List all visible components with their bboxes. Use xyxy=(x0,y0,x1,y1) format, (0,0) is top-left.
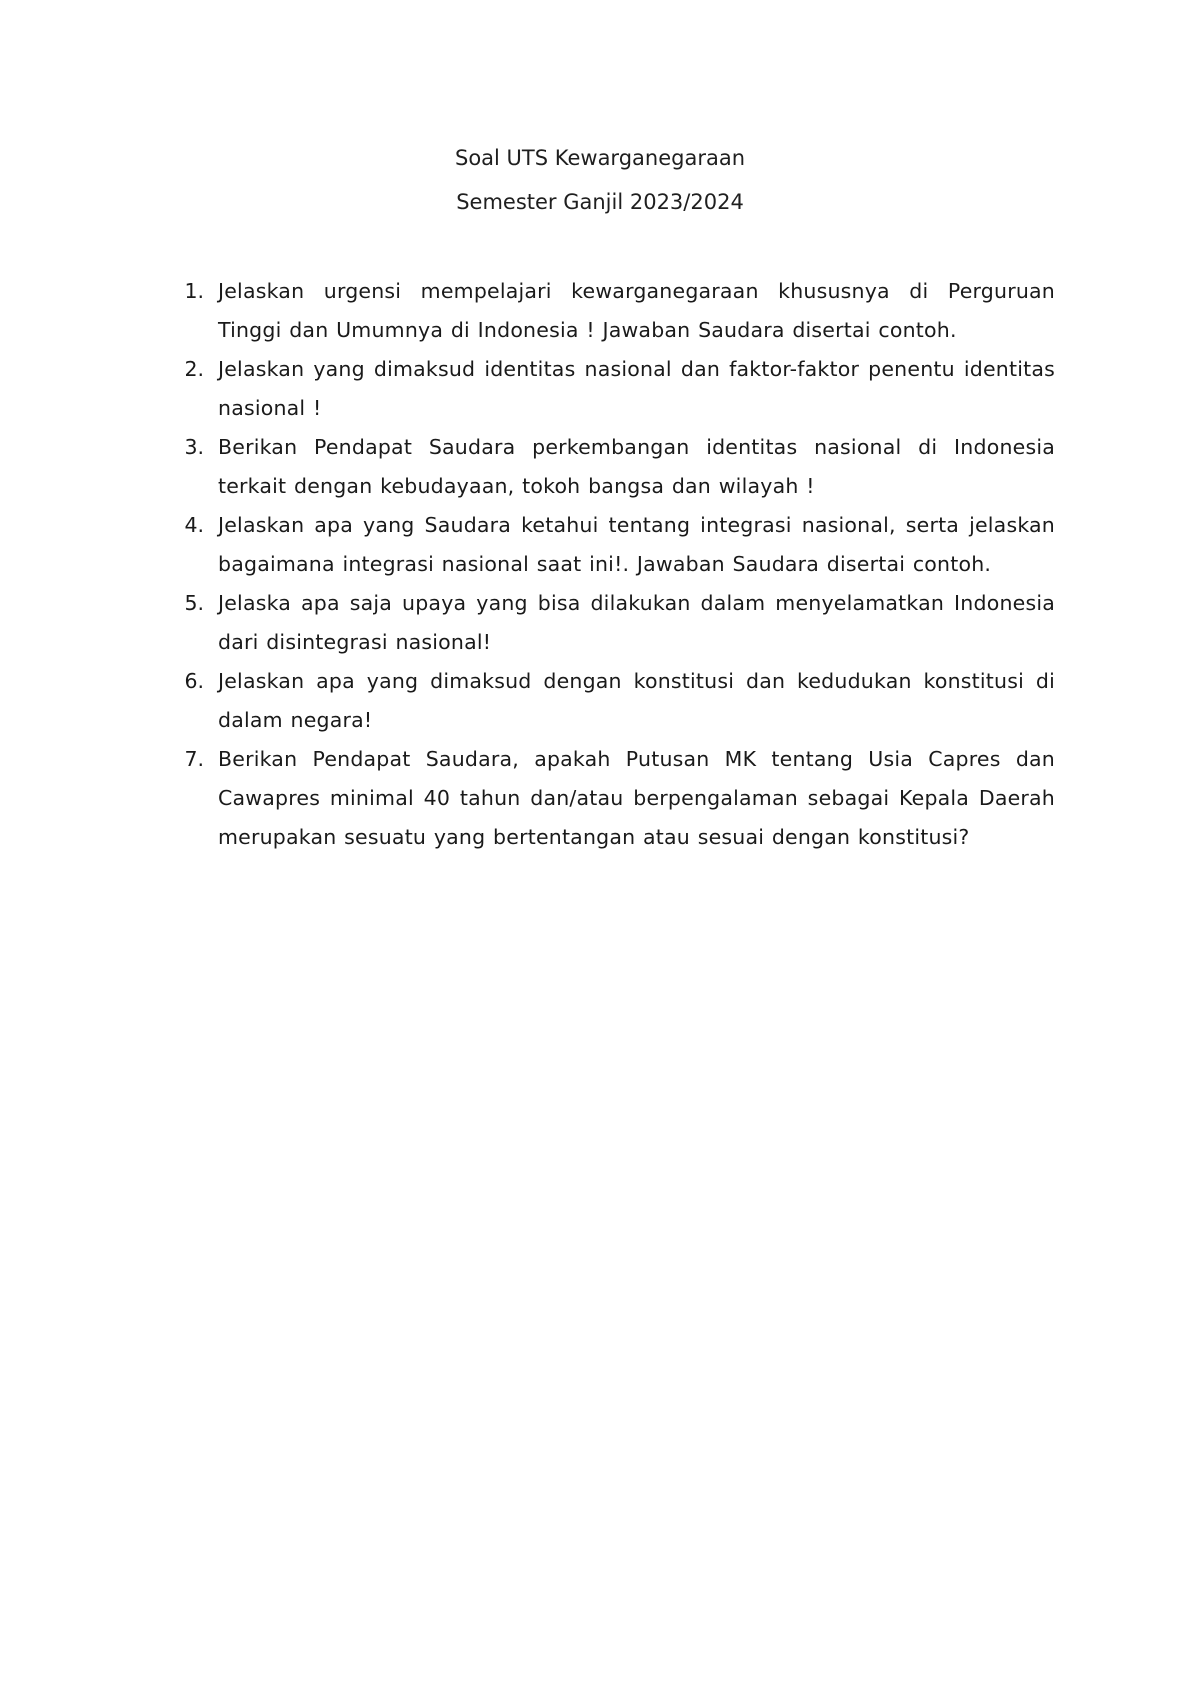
question-text: Jelaskan apa yang dimaksud dengan konstitusi dan kedudukan konstitusi di dalam negara! xyxy=(218,669,1055,732)
document-title: Soal UTS Kewarganegaraan xyxy=(454,146,746,170)
question-text: Berikan Pendapat Saudara perkembangan identitas nasional di Indonesia terkait dengan kebudayaan, tokoh bangsa dan wilayah ! xyxy=(218,435,1055,498)
question-text: Berikan Pendapat Saudara, apakah Putusan MK tentang Usia Capres dan Cawapres minimal 40 tahun dan/atau berpengalaman sebagai Kepala Daerah merupakan sesuatu yang bertentangan atau sesuai dengan konstitusi? xyxy=(218,747,1055,849)
question-item xyxy=(0,662,1200,740)
question-text: Jelaskan apa yang Saudara ketahui tentang integrasi nasional, serta jelaskan bagaimana integrasi nasional saat ini!. Jawaban Saudara disertai contoh. xyxy=(218,513,1055,576)
question-number: 7. xyxy=(184,747,204,771)
question-number: 2. xyxy=(184,357,204,381)
question-number: 4. xyxy=(184,513,204,537)
question-number: 3. xyxy=(184,435,204,459)
question-list xyxy=(0,272,1200,857)
question-item xyxy=(0,740,1200,857)
document-subtitle: Semester Ganjil 2023/2024 xyxy=(456,190,744,214)
question-number: 1. xyxy=(184,279,204,303)
question-item xyxy=(0,506,1200,584)
question-item xyxy=(0,350,1200,428)
question-item xyxy=(0,428,1200,506)
question-text: Jelaskan yang dimaksud identitas nasional dan faktor-faktor penentu identitas nasional ! xyxy=(218,357,1055,420)
question-text: Jelaska apa saja upaya yang bisa dilakukan dalam menyelamatkan Indonesia dari disintegrasi nasional! xyxy=(218,591,1055,654)
question-item xyxy=(0,584,1200,662)
question-number: 5. xyxy=(184,591,204,615)
question-text: Jelaskan urgensi mempelajari kewarganegaraan khususnya di Perguruan Tinggi dan Umumnya di Indonesia ! Jawaban Saudara disertai contoh. xyxy=(218,279,1055,342)
question-number: 6. xyxy=(184,669,204,693)
question-item xyxy=(0,272,1200,350)
